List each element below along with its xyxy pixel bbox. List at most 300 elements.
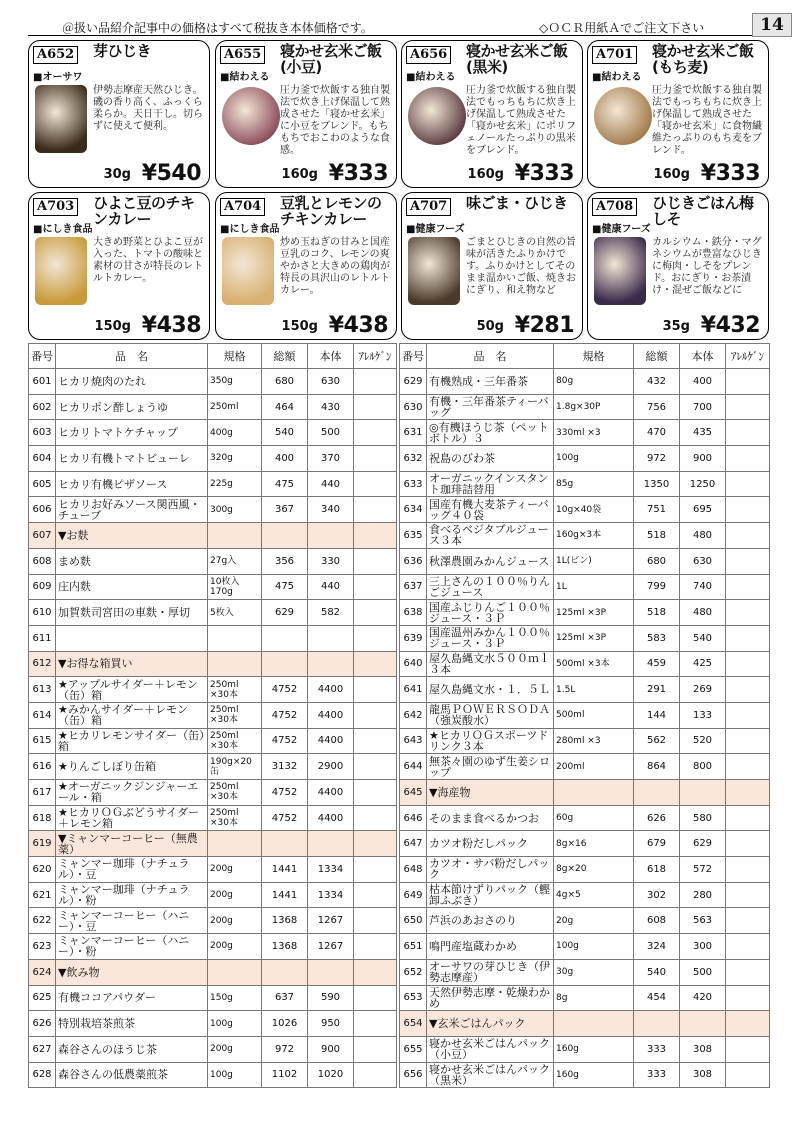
item-spec: 4g×5 [554,882,634,908]
item-total-price [262,625,308,651]
item-total-price: 144 [634,702,680,728]
item-total-price: 626 [634,805,680,831]
item-total-price: 1026 [262,1011,308,1037]
product-title: ひよこ豆のチキンカレー [93,194,195,228]
product-card [215,40,397,188]
item-base-price [680,1011,726,1037]
item-name: ★オーガニックジンジャーエール・箱 [56,780,208,806]
item-number: 614 [29,702,56,728]
item-name: ミャンマー珈琲（ナチュラル）・豆 [56,857,208,883]
item-number: 602 [29,394,56,420]
item-name: ヒカリお好みソース関西風・チューブ [56,497,208,523]
item-base-price: 700 [680,394,726,420]
item-name: ★ヒカリレモンサイダー（缶）箱 [56,728,208,754]
item-total-price: 333 [634,1062,680,1088]
item-number: 604 [29,446,56,472]
product-card [28,192,210,340]
item-base-price: 420 [680,985,726,1011]
item-spec: 10枚入 170g [208,574,262,600]
product-image [408,237,460,305]
item-name: ヒカリトマトケチャップ [56,420,208,446]
item-base-price: 1334 [308,882,354,908]
column-header: 規格 [554,344,634,369]
section-row [29,523,397,549]
item-base-price: 2900 [308,754,354,780]
table-row [400,959,770,985]
item-base-price: 800 [680,754,726,780]
item-base-price: 630 [680,548,726,574]
item-total-price: 459 [634,651,680,677]
item-name: 芦浜のあおさのり [427,908,554,934]
item-spec: 10g×40袋 [554,497,634,523]
item-total-price: 1102 [262,1062,308,1088]
product-maker: ■にしき食品 [33,224,93,235]
allergen-cell [726,625,770,651]
item-number: 648 [400,857,427,883]
item-base-price [308,831,354,857]
item-base-price: 440 [308,574,354,600]
item-number: 601 [29,369,56,395]
item-name: ▼海産物 [427,780,554,806]
product-card [401,40,583,188]
item-number: 652 [400,959,427,985]
product-size: 35g [662,319,690,334]
item-number: 624 [29,959,56,985]
table-row [400,369,770,395]
product-card [401,192,583,340]
item-base-price: 308 [680,1036,726,1062]
item-number: 603 [29,420,56,446]
product-code: A703 [33,198,78,216]
item-number: 645 [400,780,427,806]
item-number: 632 [400,446,427,472]
product-size: 160g [281,167,318,182]
item-spec [208,523,262,549]
item-total-price: 475 [262,471,308,497]
page-header [28,15,784,36]
allergen-cell [726,702,770,728]
item-spec: 400g [208,420,262,446]
item-total-price [634,1011,680,1037]
allergen-cell [726,497,770,523]
allergen-cell [726,882,770,908]
allergen-cell [726,446,770,472]
item-base-price: 1020 [308,1062,354,1088]
item-number: 653 [400,985,427,1011]
allergen-cell [354,1036,397,1062]
item-spec: 500ml [554,702,634,728]
item-name: 祝島のびわ茶 [427,446,554,472]
table-row [400,394,770,420]
product-size: 160g [467,167,504,182]
item-name: カツオ粉だしパック [427,831,554,857]
allergen-cell [354,600,397,626]
table-row [29,625,397,651]
item-base-price: 590 [308,985,354,1011]
item-total-price: 1441 [262,857,308,883]
item-spec: 500ml ×3本 [554,651,634,677]
allergen-cell [726,394,770,420]
item-base-price: 900 [308,1036,354,1062]
column-header: 番号 [29,344,56,369]
table-row [400,471,770,497]
item-number: 656 [400,1062,427,1088]
item-base-price: 520 [680,728,726,754]
item-spec: 200g [208,934,262,960]
item-name: 国産有機大麦茶ティーバッグ４０袋 [427,497,554,523]
table-row [29,805,397,831]
item-base-price: 133 [680,702,726,728]
item-spec: 250ml ×30本 [208,677,262,703]
item-number: 642 [400,702,427,728]
item-spec: 8g×16 [554,831,634,857]
item-total-price: 432 [634,369,680,395]
item-spec: 250ml ×30本 [208,728,262,754]
product-price: ¥333 [514,161,574,186]
item-total-price: 4752 [262,677,308,703]
table-row [400,702,770,728]
item-total-price: 324 [634,934,680,960]
table-row [29,369,397,395]
allergen-cell [354,780,397,806]
item-spec: 200g [208,882,262,908]
item-number: 615 [29,728,56,754]
item-name: 枯本節けずりパック（鰹卸ふぶき） [427,882,554,908]
allergen-cell [726,523,770,549]
allergen-cell [354,985,397,1011]
table-row [400,523,770,549]
item-number: 649 [400,882,427,908]
column-header: 総額 [262,344,308,369]
item-name: ヒカリ有機トマトピューレ [56,446,208,472]
item-spec: 350g [208,369,262,395]
item-number: 613 [29,677,56,703]
item-name: 有機熟成・三年番茶 [427,369,554,395]
item-total-price: 475 [262,574,308,600]
allergen-cell [726,574,770,600]
item-spec: 60g [554,805,634,831]
product-code: A652 [33,46,78,64]
item-base-price: 330 [308,548,354,574]
item-base-price: 340 [308,497,354,523]
table-header-row [400,344,770,369]
item-name: ミャンマー珈琲（ナチュラル）・粉 [56,882,208,908]
item-spec: 200g [208,908,262,934]
item-total-price: 1368 [262,934,308,960]
column-header: 本体 [308,344,354,369]
item-number: 647 [400,831,427,857]
item-total-price: 799 [634,574,680,600]
item-base-price: 1250 [680,471,726,497]
item-total-price: 291 [634,677,680,703]
item-total-price: 637 [262,985,308,1011]
item-spec: 1L [554,574,634,600]
item-base-price: 435 [680,420,726,446]
item-total-price: 1441 [262,882,308,908]
allergen-cell [726,600,770,626]
item-number: 619 [29,831,56,857]
product-maker: ■オーサワ [33,72,83,83]
item-spec: 300g [208,497,262,523]
item-total-price: 864 [634,754,680,780]
item-base-price: 480 [680,523,726,549]
allergen-cell [726,369,770,395]
item-name: ◎有機ほうじ茶（ペットボトル）３ [427,420,554,446]
item-number: 650 [400,908,427,934]
table-row [29,394,397,420]
item-base-price [308,523,354,549]
item-name: ★ヒカリＯＧスポーツドリンク３本 [427,728,554,754]
item-number: 621 [29,882,56,908]
item-total-price: 583 [634,625,680,651]
item-base-price: 440 [308,471,354,497]
product-size: 50g [476,319,504,334]
item-spec: 5枚入 [208,600,262,626]
table-row [400,1062,770,1088]
column-header: 品 名 [56,344,208,369]
table-row [400,600,770,626]
product-description: 圧力釜で炊飯する独自製法でもっちもちに炊き上げ保温して熟成させた「寝かせ玄米」にポリフェノールたっぷりの黒米をブレンド。 [466,85,576,156]
table-row [29,754,397,780]
product-maker: ■結わえる [406,72,456,83]
item-spec: 85g [554,471,634,497]
item-spec: 150g [208,985,262,1011]
allergen-cell [726,420,770,446]
item-number: 612 [29,651,56,677]
table-row [400,548,770,574]
item-total-price: 470 [634,420,680,446]
item-number: 637 [400,574,427,600]
product-price: ¥333 [700,161,760,186]
table-row [400,420,770,446]
allergen-cell [354,446,397,472]
product-description: 圧力釜で炊飯する独自製法で炊き上げ保温して熟成させた「寝かせ玄米」に小豆をブレンド。もちもちでおこわのような食感。 [280,85,390,156]
item-number: 627 [29,1036,56,1062]
product-maker: ■結わえる [220,72,270,83]
table-row [400,805,770,831]
item-name: 寝かせ玄米ごはんパック（黒米） [427,1062,554,1088]
item-base-price: 4400 [308,728,354,754]
order-table-left [28,343,397,1088]
item-number: 622 [29,908,56,934]
item-base-price: 430 [308,394,354,420]
product-price: ¥281 [514,313,574,338]
item-base-price: 4400 [308,780,354,806]
item-name: ★りんごしぼり缶箱 [56,754,208,780]
item-name: ヒカリ有機ピザソース [56,471,208,497]
item-name: 加賀麩司宮田の車麩・厚切 [56,600,208,626]
item-spec: 320g [208,446,262,472]
allergen-cell [726,677,770,703]
product-size: 160g [653,167,690,182]
item-base-price: 582 [308,600,354,626]
table-row [400,1036,770,1062]
item-name [56,625,208,651]
product-card [587,40,769,188]
item-number: 626 [29,1011,56,1037]
item-total-price: 680 [262,369,308,395]
allergen-cell [726,985,770,1011]
item-number: 644 [400,754,427,780]
item-total-price: 464 [262,394,308,420]
item-total-price: 454 [634,985,680,1011]
product-description: 炒め玉ねぎの甘みと国産豆乳のコク、レモンの爽やかさと大きめの鶏肉が特長の具沢山のレトルトカレー。 [280,237,390,296]
item-number: 640 [400,651,427,677]
item-base-price [308,625,354,651]
item-name: 屋久島縄文水５００ｍｌ３本 [427,651,554,677]
item-base-price [308,651,354,677]
allergen-cell [354,651,397,677]
allergen-cell [726,1011,770,1037]
item-name: 屋久島縄文水・１．５Ｌ [427,677,554,703]
column-header: 品 名 [427,344,554,369]
allergen-cell [354,574,397,600]
item-spec: 125ml ×3P [554,600,634,626]
item-spec: 1L(ビン) [554,548,634,574]
item-spec: 200g [208,857,262,883]
table-row [29,728,397,754]
item-total-price: 1368 [262,908,308,934]
table-row [29,420,397,446]
item-spec: 200ml [554,754,634,780]
item-name: 国産ふじりんご１００％ジュース・３Ｐ [427,600,554,626]
item-total-price: 1350 [634,471,680,497]
table-row [29,934,397,960]
table-row [29,548,397,574]
product-maker: ■健康フーズ [406,224,465,235]
table-row [29,600,397,626]
item-spec: 160g×3本 [554,523,634,549]
item-base-price: 269 [680,677,726,703]
allergen-cell [726,548,770,574]
item-total-price: 679 [634,831,680,857]
item-number: 609 [29,574,56,600]
item-base-price: 950 [308,1011,354,1037]
item-total-price: 518 [634,600,680,626]
item-spec: 8g×20 [554,857,634,883]
allergen-cell [354,805,397,831]
product-code: A708 [592,198,637,216]
item-name: 三上さんの１００％りんごジュース [427,574,554,600]
item-spec [554,780,634,806]
item-spec: 250ml ×30本 [208,780,262,806]
item-number: 607 [29,523,56,549]
item-spec: 100g [554,934,634,960]
order-instruction: ◇ＯＣＲ用紙Ａでご注文下さい [539,21,705,35]
item-total-price: 756 [634,394,680,420]
item-name: オーガニックインスタント珈琲詰替用 [427,471,554,497]
item-total-price: 367 [262,497,308,523]
page-number: 14 [752,13,792,37]
item-name: ▼玄米ごはんパック [427,1011,554,1037]
item-name: ヒカリポン酢しょうゆ [56,394,208,420]
allergen-cell [354,908,397,934]
allergen-cell [354,523,397,549]
product-maker: ■健康フーズ [592,224,651,235]
table-row [29,677,397,703]
product-card [28,40,210,188]
item-base-price: 400 [680,369,726,395]
table-row [29,471,397,497]
column-header: 本体 [680,344,726,369]
allergen-cell [354,728,397,754]
product-code: A656 [406,46,451,64]
allergen-cell [726,728,770,754]
allergen-cell [726,857,770,883]
item-total-price: 540 [634,959,680,985]
item-spec: 100g [208,1062,262,1088]
item-base-price: 280 [680,882,726,908]
item-spec: 27g入 [208,548,262,574]
item-total-price [262,831,308,857]
item-number: 628 [29,1062,56,1088]
table-row [29,702,397,728]
item-spec: 8g [554,985,634,1011]
table-row [400,934,770,960]
table-row [400,985,770,1011]
table-row [400,754,770,780]
item-total-price: 972 [634,446,680,472]
item-base-price [308,959,354,985]
product-description: 圧力釜で炊飯する独自製法でもっちもちに炊き上げ保温して熟成させた「寝かせ玄米」に食物繊維たっぷりのもち麦をブレンド。 [652,85,762,156]
item-spec: 1.5L [554,677,634,703]
item-name: ミャンマーコーヒー（ハニー）・豆 [56,908,208,934]
item-name: ★アップルサイダー＋レモン（缶）箱 [56,677,208,703]
table-row [400,882,770,908]
item-name: 食べるベジタブルジュース３本 [427,523,554,549]
item-base-price: 630 [308,369,354,395]
column-header: ｱﾚﾙｹﾞﾝ [726,344,770,369]
item-base-price: 500 [680,959,726,985]
item-name: 森谷さんの低農薬煎茶 [56,1062,208,1088]
item-total-price [262,651,308,677]
item-name: 有機ココアパウダー [56,985,208,1011]
item-base-price: 900 [680,446,726,472]
table-row [29,857,397,883]
table-row [29,574,397,600]
item-base-price [680,780,726,806]
order-table-right [399,343,770,1088]
item-base-price: 695 [680,497,726,523]
column-header: 番号 [400,344,427,369]
item-base-price: 740 [680,574,726,600]
item-name: オーサワの芽ひじき（伊勢志摩産） [427,959,554,985]
item-number: 610 [29,600,56,626]
item-name: 庄内麩 [56,574,208,600]
product-price: ¥540 [141,161,201,186]
item-name: 森谷さんのほうじ茶 [56,1036,208,1062]
item-name: 秋澤農園みかんジュース [427,548,554,574]
column-header: ｱﾚﾙｹﾞﾝ [354,344,397,369]
product-code: A655 [220,46,265,64]
item-spec: 280ml ×3 [554,728,634,754]
allergen-cell [726,805,770,831]
product-size: 150g [94,319,131,334]
table-row [400,728,770,754]
item-total-price: 356 [262,548,308,574]
item-name: ★ヒカリＯＧぶどうサイダー＋レモン箱 [56,805,208,831]
table-row [29,1036,397,1062]
item-spec: 160g [554,1062,634,1088]
item-name: ▼お麩 [56,523,208,549]
allergen-cell [354,959,397,985]
item-number: 611 [29,625,56,651]
table-row [400,446,770,472]
item-base-price: 300 [680,934,726,960]
allergen-cell [726,780,770,806]
item-name: ▼お得な箱買い [56,651,208,677]
price-notice: ＠扱い品紹介記事中の価格はすべて税抜き本体価格です。 [62,21,373,35]
